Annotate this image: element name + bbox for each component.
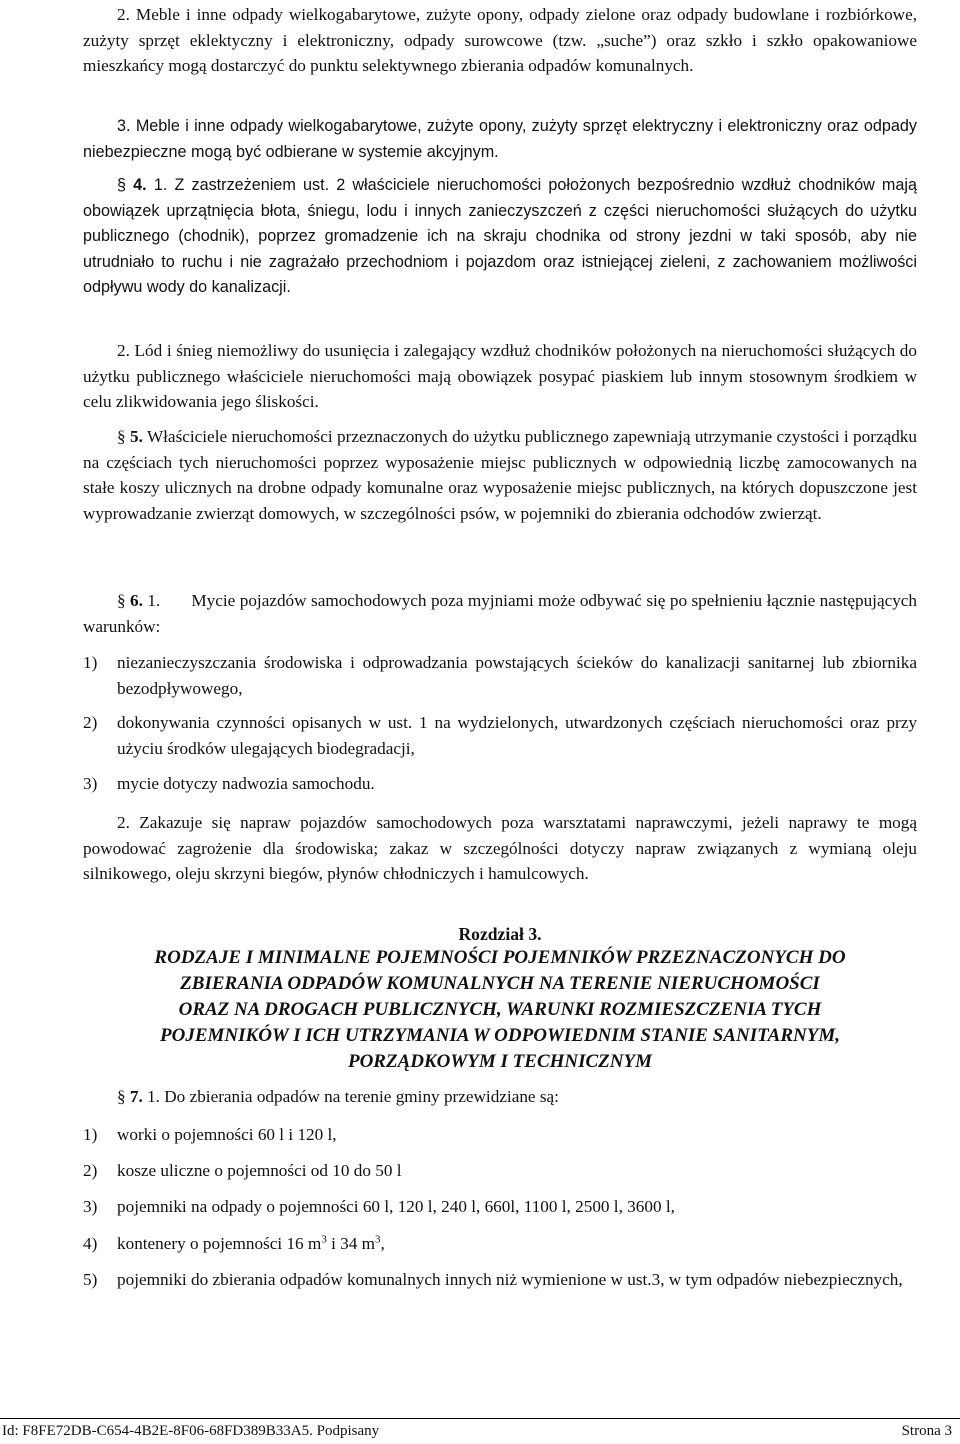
chapter-title [83,945,917,1075]
paragraph-number: 1. [153,176,168,194]
section-5 [83,424,917,526]
section-sign: § [117,591,126,610]
list-item [83,1122,917,1148]
list-item-text: i 34 m [326,1234,376,1253]
paragraph-meble-3 [83,114,917,165]
section-7-paragraph-1 [83,1084,917,1110]
chapter-title-line: POJEMNIKÓW I ICH UTRZYMANIA W ODPOWIEDNIM STANIE SANITARNYM, [160,1025,840,1046]
paragraph-number: 2. [117,5,130,24]
chapter-title-line: ZBIERANIA ODPADÓW KOMUNALNYCH NA TERENIE NIERUCHOMOŚCI [180,973,820,994]
list-item-number: 3) [83,1197,98,1216]
list-item [83,1231,917,1257]
list-item [83,1194,917,1220]
list-item-number: 1) [83,653,98,672]
superscript: 3 [321,1233,327,1246]
section-number: 4. [133,176,147,194]
section-number: 5. [129,427,143,446]
list-item-number: 5) [83,1270,98,1289]
footer-document-id: Id: F8FE72DB-C654-4B2E-8F06-68FD389B33A5. Podpisany [2,1423,380,1439]
section-sign: § [117,1087,126,1106]
list-item-text: pojemniki na odpady o pojemności 60 l, 120 l, 240 l, 660l, 1100 l, 2500 l, 3600 l, [117,1197,675,1216]
section-sign: § [117,427,126,446]
list-item-text: pojemniki do zbierania odpadów komunalnych innych niż wymienione w ust.3, w tym odpadów niebezpiecznych, [117,1270,903,1289]
section-sign: § [117,176,127,194]
paragraph-text: Zakazuje się napraw pojazdów samochodowych poza warsztatami naprawczymi, jeżeli naprawy te mogą powodować zagrożenie dla środowiska; zakaz w szczególności dotyczy napraw związanych z wymianą oleju silnikowego, oleju skrzyni biegów, płynów chłodniczych i hamulcowych. [83,813,918,883]
section-6-paragraph-1 [83,588,917,639]
list-item-text: , [380,1234,385,1253]
list-item-text: worki o pojemności 60 l i 120 l, [117,1125,337,1144]
paragraph-text: Do zbierania odpadów na terenie gminy przewidziane są: [164,1087,559,1106]
footer-divider [0,1418,960,1419]
list-item-text: kontenery o pojemności 16 m [117,1234,322,1253]
list-item-number: 4) [83,1234,98,1253]
list-item-text: dokonywania czynności opisanych w ust. 1 na wydzielonych, utwardzonych częściach nieruchomości oraz przy użyciu środków ulegających biodegradacji, [117,713,917,758]
section-4-paragraph-1 [83,173,917,301]
list-item [83,1158,917,1184]
section-number: 7. [129,1087,143,1106]
list-item-text: mycie dotyczy nadwozia samochodu. [117,774,375,793]
chapter-title-line: ORAZ NA DROGACH PUBLICZNYCH, WARUNKI ROZMIESZCZENIA TYCH [178,999,822,1020]
superscript: 3 [375,1233,381,1246]
section-6-paragraph-2 [83,810,917,887]
list-item-number: 2) [83,1161,98,1180]
paragraph-number: 1. [147,591,161,610]
paragraph-number: 3. [117,117,131,135]
paragraph-text: Meble i inne odpady wielkogabarytowe, zużyte opony, odpady zielone oraz odpady budowlane i rozbiórkowe, zużyty sprzęt eklektyczny i elektroniczny, odpady surowcowe (tzw. „suche”) oraz szkło i szkło opakowaniowe mieszkańcy mogą dostarczyć do punktu selektywnego zbierania odpadów komunalnych. [83,5,918,75]
paragraph-number: 1. [147,1087,160,1106]
paragraph-number: 2. [117,341,130,360]
list-item [83,1267,917,1293]
paragraph-meble-2 [83,2,917,79]
section-4-paragraph-2 [83,338,917,415]
list-item-text: kosze uliczne o pojemności od 10 do 50 l [117,1161,402,1180]
paragraph-text: Meble i inne odpady wielkogabarytowe, zużyte opony, zużyty sprzęt elektryczny i elektroniczny oraz odpady niebezpieczne mogą być odbierane w systemie akcyjnym. [83,117,917,161]
chapter-title-line: PORZĄDKOWYM I TECHNICZNYM [347,1051,653,1072]
list-item [83,710,917,761]
paragraph-number: 2. [117,813,130,832]
list-item-number: 1) [83,1125,98,1144]
paragraph-text: Mycie pojazdów samochodowych poza myjniami może odbywać się po spełnieniu łącznie następujących warunków: [83,591,918,636]
section-number: 6. [130,591,143,610]
paragraph-text: Lód i śnieg niemożliwy do usunięcia i zalegający wzdłuż chodników położonych na nieruchomości służących do użytku publicznego właściciele nieruchomości mają obowiązek posypać piaskiem lub innym stosownym środkiem w celu zlikwidowania jego śliskości. [83,341,917,411]
list-item-number: 2) [83,713,98,732]
list-item [83,650,917,701]
list-item-text: niezanieczyszczania środowiska i odprowadzania powstających ścieków do kanalizacji sanitarnej lub zbiornika bezodpływowego, [117,653,917,698]
paragraph-text: Właściciele nieruchomości przeznaczonych do użytku publicznego zapewniają utrzymanie czystości i porządku na częściach tych nieruchomości poprzez wyposażenie miejsc publicznych w odpowiednią liczbę zamocowanych na stałe koszy ulicznych na drobne odpady komunalne oraz wyposażenie miejsc publicznych, na których dopuszczone jest wyprowadzanie zwierząt domowych, w szczególności psów, w pojemniki do zbierania odchodów zwierząt. [83,427,917,523]
chapter-label: Rozdział 3. [458,924,542,944]
list-item [83,771,917,797]
list-item-number: 3) [83,774,98,793]
chapter-title-line: RODZAJE I MINIMALNE POJEMNOŚCI POJEMNIKÓW PRZEZNACZONYCH DO [154,947,846,968]
paragraph-text: Z zastrzeżeniem ust. 2 właściciele nieruchomości położonych bezpośrednio wzdłuż chodników mają obowiązek uprzątnięcia błota, śniegu, lodu i innych zanieczyszczeń z części nieruchomości służących do użytku publicznego (chodnik), poprzez gromadzenie ich na skraju chodnika od strony jezdni w taki sposób, aby nie utrudniało to ruchu i nie zagrażało przechodniom i pojazdom oraz istniejącej zieleni, z zachowaniem możliwości odpływu wody do kanalizacji. [83,176,918,296]
footer-page-number: Strona 3 [901,1423,952,1439]
